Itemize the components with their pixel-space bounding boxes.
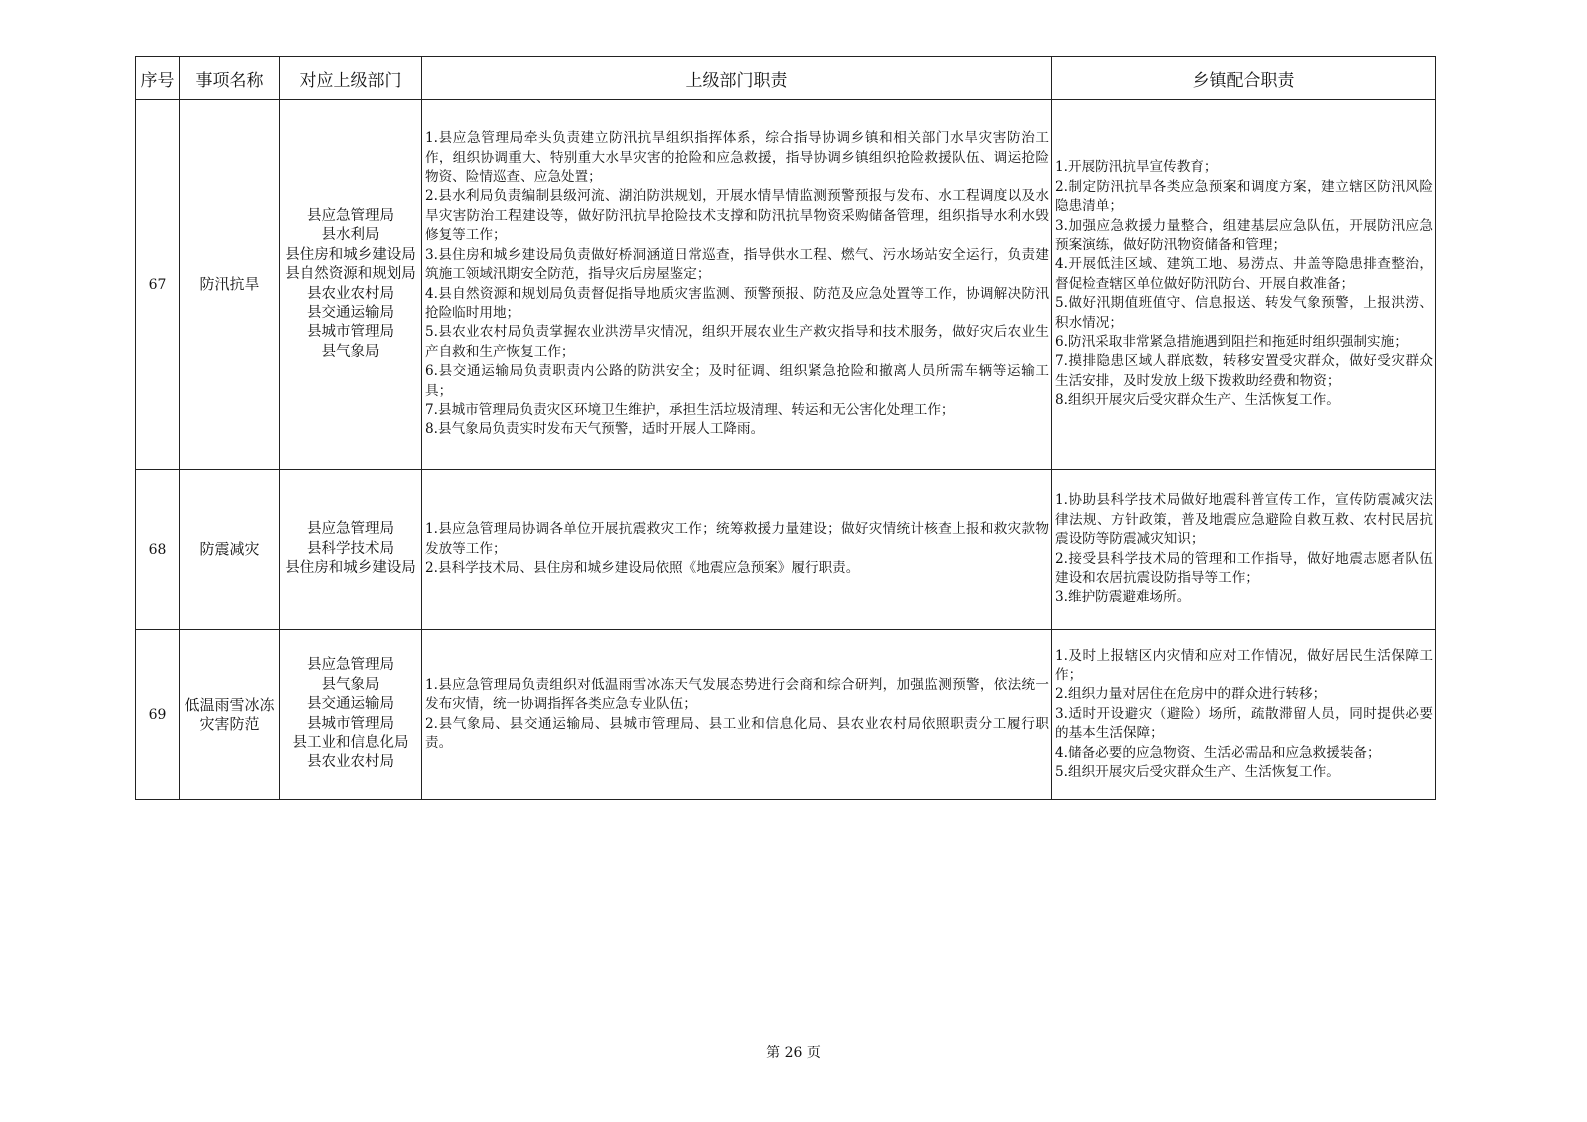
duty-line: 2.县水利局负责编制县级河流、湖泊防洪规划，开展水情旱情监测预警预报与发布、水工程调度以及水旱灾害防治工程建设等，做好防汛抗旱抢险技术支撑和防汛抗旱物资采购储备管理，组织指导水利水毁修复等工作； — [425, 188, 1049, 244]
dept-item: 县农业农村局 — [307, 754, 394, 771]
duty-line: 3.县住房和城乡建设局负责做好桥洞涵道日常巡查，指导供水工程、燃气、污水场站安全运行，负责建筑施工领域汛期安全防范，指导灾后房屋鉴定； — [425, 246, 1049, 283]
dept-item: 县城市管理局 — [307, 324, 394, 341]
dept-item: 县农业农村局 — [307, 285, 394, 302]
duty-line: 1.开展防汛抗旱宣传教育； — [1055, 159, 1218, 176]
dept-item: 县住房和城乡建设局 — [285, 560, 416, 577]
item-name: 防震减灾 — [180, 470, 280, 630]
dept-item: 县气象局 — [321, 343, 380, 360]
dept-item: 县应急管理局 — [307, 521, 394, 538]
page-number: 第 26 页 — [766, 1045, 821, 1061]
duty-line: 1.县应急管理局牵头负责建立防汛抗旱组织指挥体系，综合指导协调乡镇和相关部门水旱灾害防治工作，组织协调重大、特别重大水旱灾害的抢险和应急救援，指导协调乡镇组织抢险救援队伍、调运抢险物资、险情巡查、应急处置； — [425, 130, 1049, 186]
duty-line: 2.接受县科学技术局的管理和工作指导，做好地震志愿者队伍建设和农居抗震设防指导等工作； — [1055, 550, 1433, 586]
duty-line: 4.开展低洼区域、建筑工地、易涝点、井盖等隐患排查整治，督促检查辖区单位做好防汛防台、开展自救准备； — [1055, 256, 1433, 292]
table-row — [136, 630, 1436, 800]
duty-line: 8.组织开展灾后受灾群众生产、生活恢复工作。 — [1055, 392, 1340, 409]
duty-line: 3.维护防震避难场所。 — [1055, 589, 1191, 606]
header-upper-dept: 对应上级部门 — [280, 57, 422, 100]
dept-item: 县气象局 — [321, 676, 380, 693]
dept-item: 县自然资源和规划局 — [285, 266, 416, 283]
duty-line: 6.防汛采取非常紧急措施遇到阻拦和拖延时组织强制实施； — [1055, 334, 1408, 351]
row-number: 68 — [136, 470, 180, 630]
town-duty-cell — [1052, 630, 1436, 800]
duty-line: 1.县应急管理局协调各单位开展抗震救灾工作；统筹救援力量建设；做好灾情统计核查上报和救灾款物发放等工作； — [425, 521, 1049, 557]
duty-line: 5.做好汛期值班值守、信息报送、转发气象预警，上报洪涝、积水情况； — [1055, 295, 1433, 331]
duty-line: 1.县应急管理局负责组织对低温雨雪冰冻天气发展态势进行会商和综合研判，加强监测预警，依法统一发布灾情，统一协调指挥各类应急专业队伍； — [425, 676, 1049, 713]
dept-item: 县应急管理局 — [307, 207, 394, 224]
table-row — [136, 470, 1436, 630]
dept-item: 县城市管理局 — [307, 715, 394, 732]
duty-line: 3.加强应急救援力量整合，组建基层应急队伍，开展防汛应急预案演练，做好防汛物资储备和管理； — [1055, 217, 1433, 253]
row-number: 67 — [136, 100, 180, 470]
dept-list — [280, 630, 422, 800]
duty-line: 6.县交通运输局负责职责内公路的防洪安全；及时征调、组织紧急抢险和撤离人员所需车辆等运输工具； — [425, 363, 1049, 399]
town-duty-cell — [1052, 100, 1436, 470]
header-no: 序号 — [136, 57, 180, 100]
duty-line: 2.制定防汛抗旱各类应急预案和调度方案，建立辖区防汛风险隐患清单； — [1055, 178, 1433, 215]
duty-line: 5.组织开展灾后受灾群众生产、生活恢复工作。 — [1055, 764, 1340, 781]
row-number: 69 — [136, 630, 180, 800]
header-upper-duty: 上级部门职责 — [422, 57, 1052, 100]
duty-line: 8.县气象局负责实时发布天气预警，适时开展人工降雨。 — [425, 421, 765, 438]
duty-line: 5.县农业农村局负责掌握农业洪涝旱灾情况，组织开展农业生产救灾指导和技术服务，做好灾后农业生产自救和生产恢复工作； — [425, 324, 1049, 360]
duty-line: 4.储备必要的应急物资、生活必需品和应急救援装备； — [1055, 744, 1381, 761]
header-row — [136, 57, 1436, 100]
dept-list — [280, 470, 422, 630]
header-town-duty: 乡镇配合职责 — [1052, 57, 1436, 100]
duty-line: 2.组织力量对居住在危房中的群众进行转移； — [1055, 686, 1327, 703]
upper-duty-cell — [422, 630, 1052, 800]
duty-line: 2.县科学技术局、县住房和城乡建设局依照《地震应急预案》履行职责。 — [425, 560, 860, 577]
dept-item: 县科学技术局 — [307, 540, 394, 557]
duty-line: 7.县城市管理局负责灾区环境卫生维护，承担生活垃圾清理、转运和无公害化处理工作； — [425, 401, 955, 418]
dept-list — [280, 100, 422, 470]
item-name: 防汛抗旱 — [180, 100, 280, 470]
duty-line: 2.县气象局、县交通运输局、县城市管理局、县工业和信息化局、县农业农村局依照职责分工履行职责。 — [425, 715, 1049, 751]
upper-duty-cell — [422, 470, 1052, 630]
dept-item: 县应急管理局 — [307, 657, 394, 674]
dept-item: 县住房和城乡建设局 — [285, 246, 416, 263]
duty-table — [135, 56, 1436, 800]
duty-line: 1.及时上报辖区内灾情和应对工作情况，做好居民生活保障工作； — [1055, 647, 1433, 683]
item-name: 低温雨雪冰冻灾害防范 — [180, 630, 280, 800]
table-row — [136, 100, 1436, 470]
dept-item: 县交通运输局 — [307, 696, 394, 713]
duty-line: 4.县自然资源和规划局负责督促指导地质灾害监测、预警预报、防范及应急处置等工作，协调解决防汛抢险临时用地； — [425, 285, 1049, 321]
header-item-name: 事项名称 — [180, 57, 280, 100]
duty-line: 1.协助县科学技术局做好地震科普宣传工作，宣传防震减灾法律法规、方针政策，普及地震应急避险自救互救、农村民居抗震设防等防震减灾知识； — [1055, 492, 1433, 548]
dept-item: 县交通运输局 — [307, 304, 394, 321]
dept-item: 县工业和信息化局 — [292, 734, 409, 751]
duty-line: 3.适时开设避灾（避险）场所，疏散滞留人员，同时提供必要的基本生活保障； — [1055, 705, 1433, 742]
town-duty-cell — [1052, 470, 1436, 630]
duty-line: 7.摸排隐患区域人群底数，转移安置受灾群众，做好受灾群众生活安排，及时发放上级下拨救助经费和物资； — [1055, 353, 1433, 389]
upper-duty-cell — [422, 100, 1052, 470]
dept-item: 县水利局 — [321, 227, 380, 244]
